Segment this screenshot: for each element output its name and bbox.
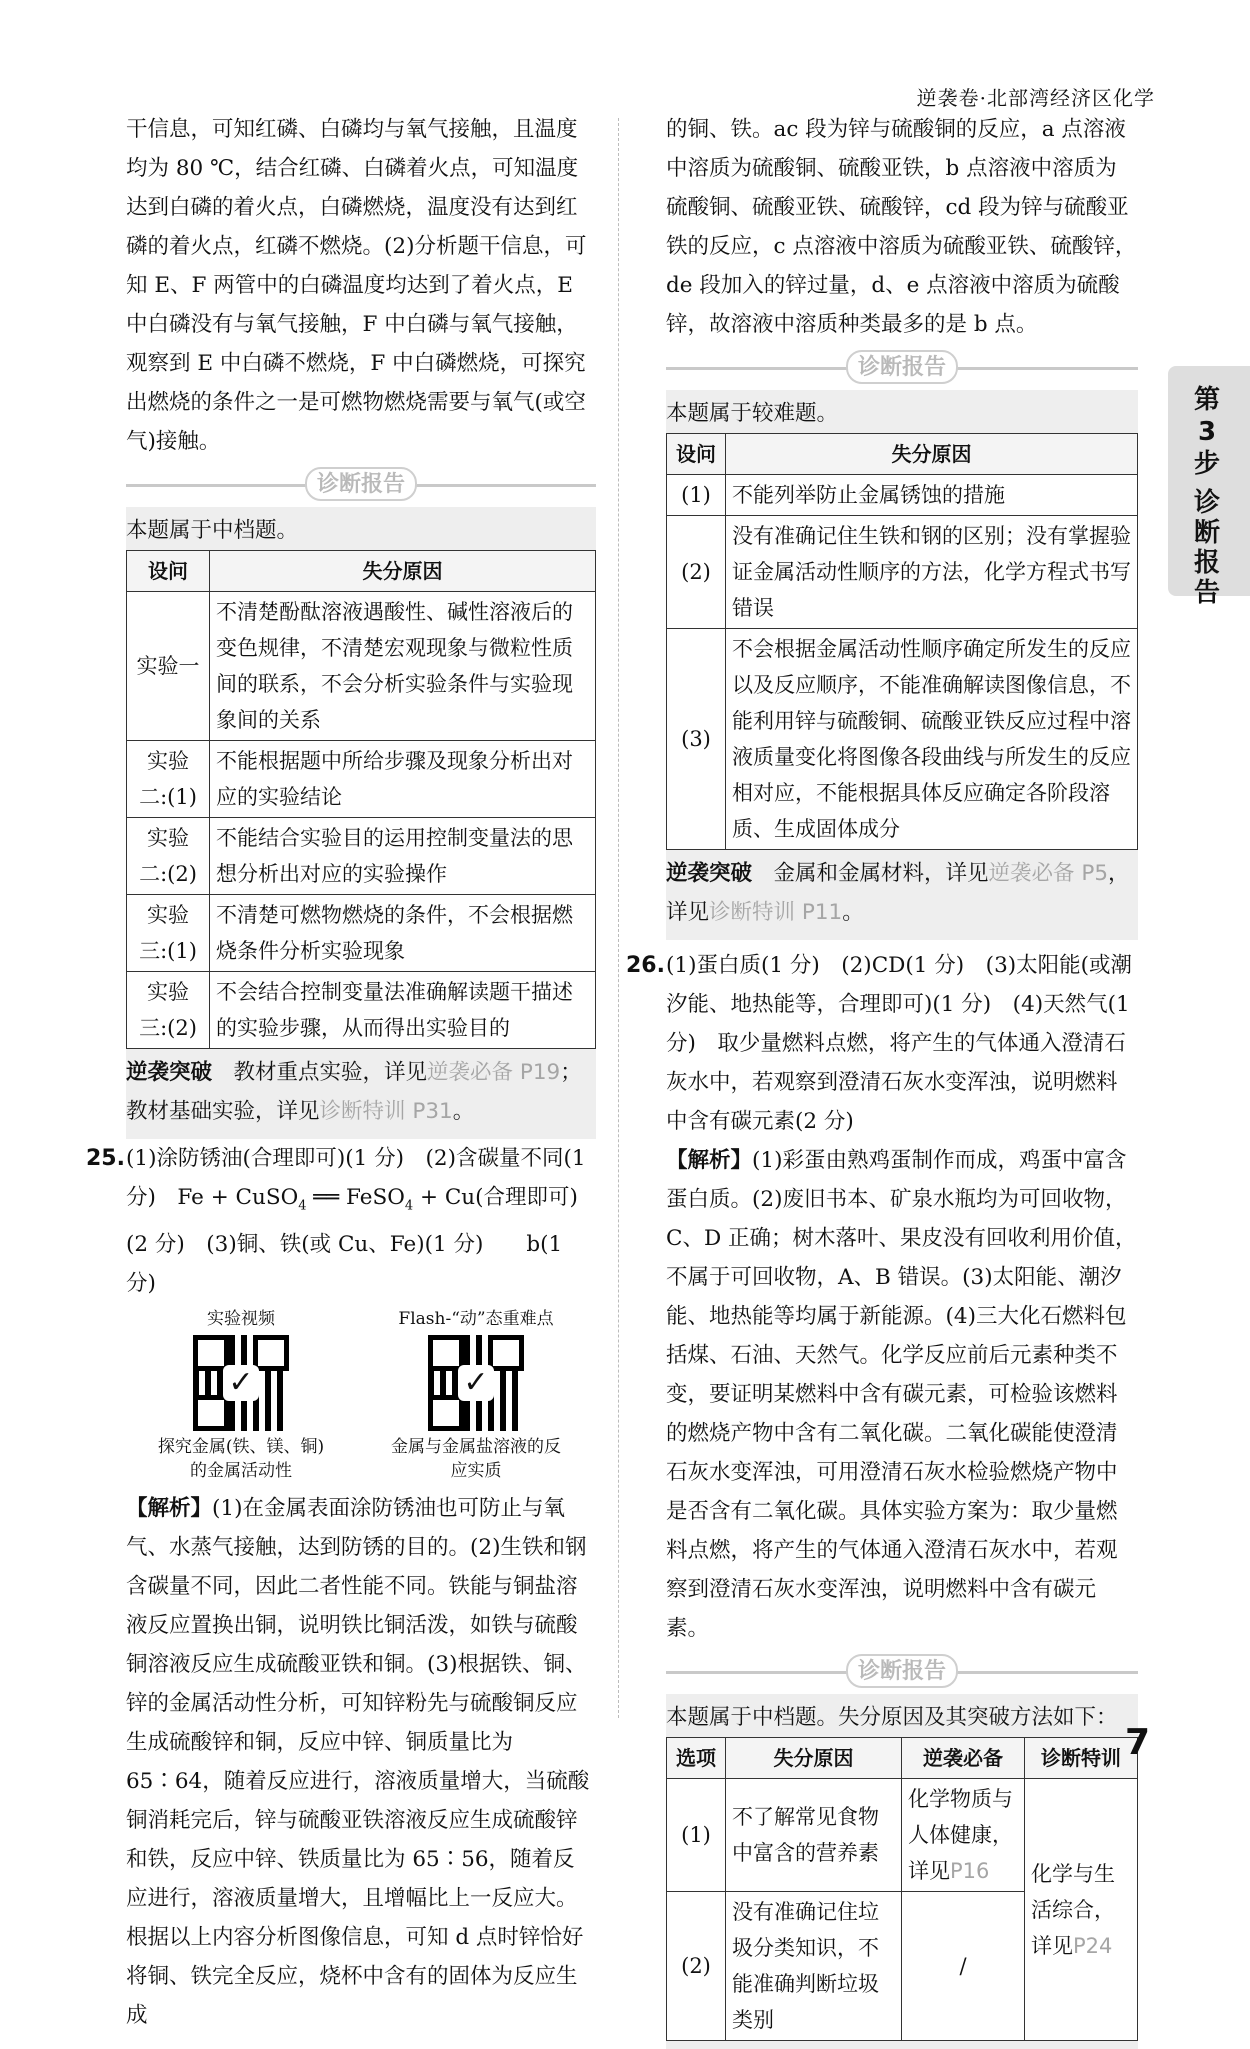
texun-page: P24	[1073, 1933, 1113, 1958]
loss-table	[126, 550, 596, 1049]
row-option: (2)	[667, 1892, 726, 2041]
row-reason: 不会根据金属活动性顺序确定所发生的反应以及反应顺序，不能准确解读图像信息，不能利用锌与硫酸铜、硫酸亚铁反应过程中溶液质量变化将图像各段曲线与所发生的反应相对应，不能根据具体反应确定各阶段溶质、生成固体成分	[726, 629, 1138, 850]
checkmark-icon: ✓	[223, 1365, 259, 1401]
question-number: 26.	[626, 953, 665, 978]
breakthrough-text-a: 教材重点实验，详见	[233, 1060, 428, 1085]
subscript: 4	[298, 1198, 307, 1214]
breakthrough-text-a: 金属和金属材料，详见	[773, 861, 989, 886]
q25-answer-part: ══ FeSO	[306, 1185, 405, 1210]
q26-analysis	[666, 1141, 1138, 1648]
qr-caption: 实验视频	[207, 1309, 275, 1330]
breakthrough-ref-a: 逆袭必备 P19	[427, 1060, 561, 1085]
diagnosis-banner	[666, 1652, 1138, 1690]
row-question: (3)	[667, 629, 726, 850]
table-row	[127, 741, 596, 818]
breakthrough-ref-a: 逆袭必备 P5	[988, 861, 1109, 886]
breakthrough-line	[126, 1053, 596, 1131]
analysis-label: 【解析】	[126, 1496, 213, 1522]
page-number: 7	[1124, 1722, 1150, 1763]
table-row	[127, 592, 596, 741]
breakthrough-end: 。	[842, 900, 864, 925]
qr-block-video[interactable]	[156, 1307, 326, 1483]
row-reason: 没有准确记住生铁和钢的区别；没有掌握验证金属活动性顺序的方法，化学方程式书写错误	[726, 516, 1138, 629]
analysis-text: (1)彩蛋由熟鸡蛋制作而成，鸡蛋中富含蛋白质。(2)废旧书本、矿泉水瓶均为可回收物，C、D 正确；树木落叶、果皮没有回收利用价值，不属于可回收物，A、B 错误。(3)太阳能、潮汐能、地热能等均属于新能源。(4)三大化石燃料包括煤、石油、天然气。化学反应前后元素种类不变，要证明某燃料中含有碳元素，可检验该燃料的燃烧产物中含有二氧化碳。二氧化碳能使澄清石灰水变浑浊，可用澄清石灰水检验燃烧产物中是否含有二氧化碳。具体实验方案为：取少量燃料点燃，将产生的气体通入澄清石灰水中，若观察到澄清石灰水变浑浊，说明燃料中含有碳元素。	[666, 1148, 1137, 1641]
breakthrough-end: 。	[452, 1099, 475, 1124]
qr-caption: Flash-“动”态重难点	[398, 1309, 554, 1330]
question-number: 25.	[86, 1146, 125, 1171]
qr-description: 金属与金属盐溶液的反应实质	[391, 1437, 561, 1482]
row-bibei	[902, 1779, 1025, 1892]
left-paragraph: 干信息，可知红磷、白磷均与氧气接触，且温度均为 80 ℃，结合红磷、白磷着火点，可知温度达到白磷的着火点，白磷燃烧，温度没有达到红磷的着火点，红磷不燃烧。(2)分析题干信息，可知 E、F 两管中的白磷温度均达到了着火点，E 中白磷没有与氧气接触，F 中白磷与氧气接触，观察到 E 中白磷不燃烧，F 中白磷燃烧，可探究出燃烧的条件之一是可燃物燃烧需要与氧气(或空气)接触。	[126, 117, 587, 454]
table-row	[127, 818, 596, 895]
row-reason: 不清楚酚酞溶液遇酸性、碱性溶液后的变色规律，不清楚宏观现象与微粒性质间的联系，不会分析实验条件与实验现象间的关系	[210, 592, 596, 741]
row-question: 实验一	[127, 592, 210, 741]
row-reason: 没有准确记住垃圾分类知识，不能准确判断垃圾类别	[726, 1892, 902, 2041]
qr-description: 探究金属(铁、镁、铜)的金属活动性	[157, 1437, 325, 1482]
q25-answer-part: (1)涂防锈油(合理即可)(1 分) (2)含碳量不同(1 分) Fe + CuSO	[126, 1146, 586, 1210]
breakthrough-text-c: ；教材基础实验，详见	[126, 1060, 582, 1124]
diagnosis-label: 诊断报告	[846, 350, 958, 384]
row-question: (2)	[667, 516, 726, 629]
side-tab-title: 诊断报告	[1193, 488, 1220, 608]
breakthrough-label: 逆袭突破	[126, 1060, 213, 1085]
breakthrough-text-c: ，详见	[666, 861, 1130, 925]
row-question: (1)	[667, 475, 726, 516]
qr-code-row	[126, 1307, 596, 1483]
column-divider	[618, 118, 619, 1718]
row-question: 实验二:(2)	[127, 818, 210, 895]
right-paragraph: 的铜、铁。ac 段为锌与硫酸铜的反应，a 点溶液中溶质为硫酸铜、硫酸亚铁，b 点溶液中溶质为硫酸铜、硫酸亚铁、硫酸锌，cd 段为锌与硫酸亚铁的反应，c 点溶液中溶质为硫酸亚铁、硫酸锌，de 段加入的锌过量，d、e 点溶液中溶质为硫酸锌，故溶液中溶质种类最多的是 b 点。	[666, 117, 1137, 337]
row-reason: 不清楚可燃物燃烧的条件，不会根据燃烧条件分析实验现象	[210, 895, 596, 972]
subscript: 4	[404, 1198, 414, 1214]
difficulty-level: 本题属于中档题。失分原因及其突破方法如下：	[666, 1705, 1118, 1730]
col-header-bibei: 逆袭必备	[902, 1738, 1025, 1779]
diagnosis-box	[666, 390, 1138, 940]
loss-table	[666, 433, 1138, 850]
table-row	[127, 895, 596, 972]
col-header-question: 设问	[667, 434, 726, 475]
diagnosis-banner	[126, 465, 596, 503]
breakthrough-line	[666, 854, 1138, 932]
table-row	[667, 516, 1138, 629]
left-column	[86, 110, 596, 2035]
table-row	[667, 1779, 1138, 1892]
row-option: (1)	[667, 1779, 726, 1892]
col-header-reason: 失分原因	[210, 551, 596, 592]
checkmark-icon: ✓	[458, 1365, 494, 1401]
difficulty-level: 本题属于较难题。	[666, 401, 839, 426]
breakthrough-ref-b: 诊断特训 P31	[319, 1099, 453, 1124]
running-header: 逆袭卷·北部湾经济区化学	[916, 86, 1155, 110]
bibei-page: P16	[950, 1859, 990, 1883]
row-texun	[1025, 1779, 1138, 2041]
diagnosis-label: 诊断报告	[305, 467, 417, 501]
difficulty-level: 本题属于中档题。	[126, 518, 299, 543]
row-reason: 不了解常见食物中富含的营养素	[726, 1779, 902, 1892]
side-tab-step: 第3步	[1193, 385, 1220, 479]
qr-block-flash[interactable]	[386, 1307, 566, 1483]
col-header-texun: 诊断特训	[1025, 1738, 1138, 1779]
row-question: 实验三:(1)	[127, 895, 210, 972]
diagnosis-box	[666, 1694, 1138, 2049]
texun-text: 化学与生活综合，详见	[1031, 1861, 1115, 1958]
bibei-text: 化学物质与人体健康，详见	[908, 1787, 1013, 1883]
row-reason: 不会结合控制变量法准确解读题干描述的实验步骤，从而得出实验目的	[210, 972, 596, 1049]
q25-analysis	[126, 1489, 596, 2035]
q26-answer-text: (1)蛋白质(1 分) (2)CD(1 分) (3)太阳能(或潮汐能、地热能等，合理即可)(1 分) (4)天然气(1 分) 取少量燃料点燃，将产生的气体通入澄清石灰水中，若观察到澄清石灰水变浑浊，说明燃料中含有碳元素(2 分)	[666, 953, 1133, 1134]
row-reason: 不能列举防止金属锈蚀的措施	[726, 475, 1138, 516]
col-header-reason: 失分原因	[726, 1738, 902, 1779]
qr-code-icon[interactable]	[193, 1335, 289, 1431]
breakthrough-ref-b: 诊断特训 P11	[709, 900, 843, 925]
breakthrough-label: 逆袭突破	[666, 861, 753, 886]
right-column	[626, 110, 1138, 2049]
q25-answer-part: + Cu(合理即可)(2 分) (3)铜、铁(或 Cu、Fe)(1 分) b(1 分)	[126, 1185, 578, 1297]
col-header-reason: 失分原因	[726, 434, 1138, 475]
diagnosis-box	[126, 507, 596, 1139]
row-bibei: /	[902, 1892, 1025, 2041]
diagnosis-banner	[666, 348, 1138, 386]
side-tab	[1168, 366, 1250, 608]
row-reason: 不能根据题中所给步骤及现象分析出对应的实验结论	[210, 741, 596, 818]
diagnosis-label: 诊断报告	[846, 1654, 958, 1688]
row-question: 实验三:(2)	[127, 972, 210, 1049]
table-row	[127, 972, 596, 1049]
q26-answer	[626, 946, 1138, 1141]
analysis-label: 【解析】	[666, 1148, 753, 1173]
qr-code-icon[interactable]	[428, 1335, 524, 1431]
table-row	[667, 475, 1138, 516]
col-header-question: 设问	[127, 551, 210, 592]
row-reason: 不能结合实验目的运用控制变量法的思想分析出对应的实验操作	[210, 818, 596, 895]
row-question: 实验二:(1)	[127, 741, 210, 818]
method-table	[666, 1737, 1138, 2041]
table-row	[667, 629, 1138, 850]
q25-answer	[86, 1139, 596, 1303]
analysis-text: (1)在金属表面涂防锈油也可防止与氧气、水蒸气接触，达到防锈的目的。(2)生铁和钢含碳量不同，因此二者性能不同。铁能与铜盐溶液反应置换出铜，说明铁比铜活泼，如铁与硫酸铜溶液反应生成硫酸亚铁和铜。(3)根据铁、铜、锌的金属活动性分析，可知锌粉先与硫酸铜反应生成硫酸锌和铜，反应中锌、铜质量比为 65∶64，随着反应进行，溶液质量增大，当硫酸铜消耗完后，锌与硫酸亚铁溶液反应生成硫酸锌和铁，反应中锌、铁质量比为 65∶56，随着反应进行，溶液质量增大，且增幅比上一反应大。根据以上内容分析图像信息，可知 d 点时锌恰好将铜、铁完全反应，烧杯中含有的固体为反应生成	[126, 1496, 590, 2029]
col-header-option: 选项	[667, 1738, 726, 1779]
